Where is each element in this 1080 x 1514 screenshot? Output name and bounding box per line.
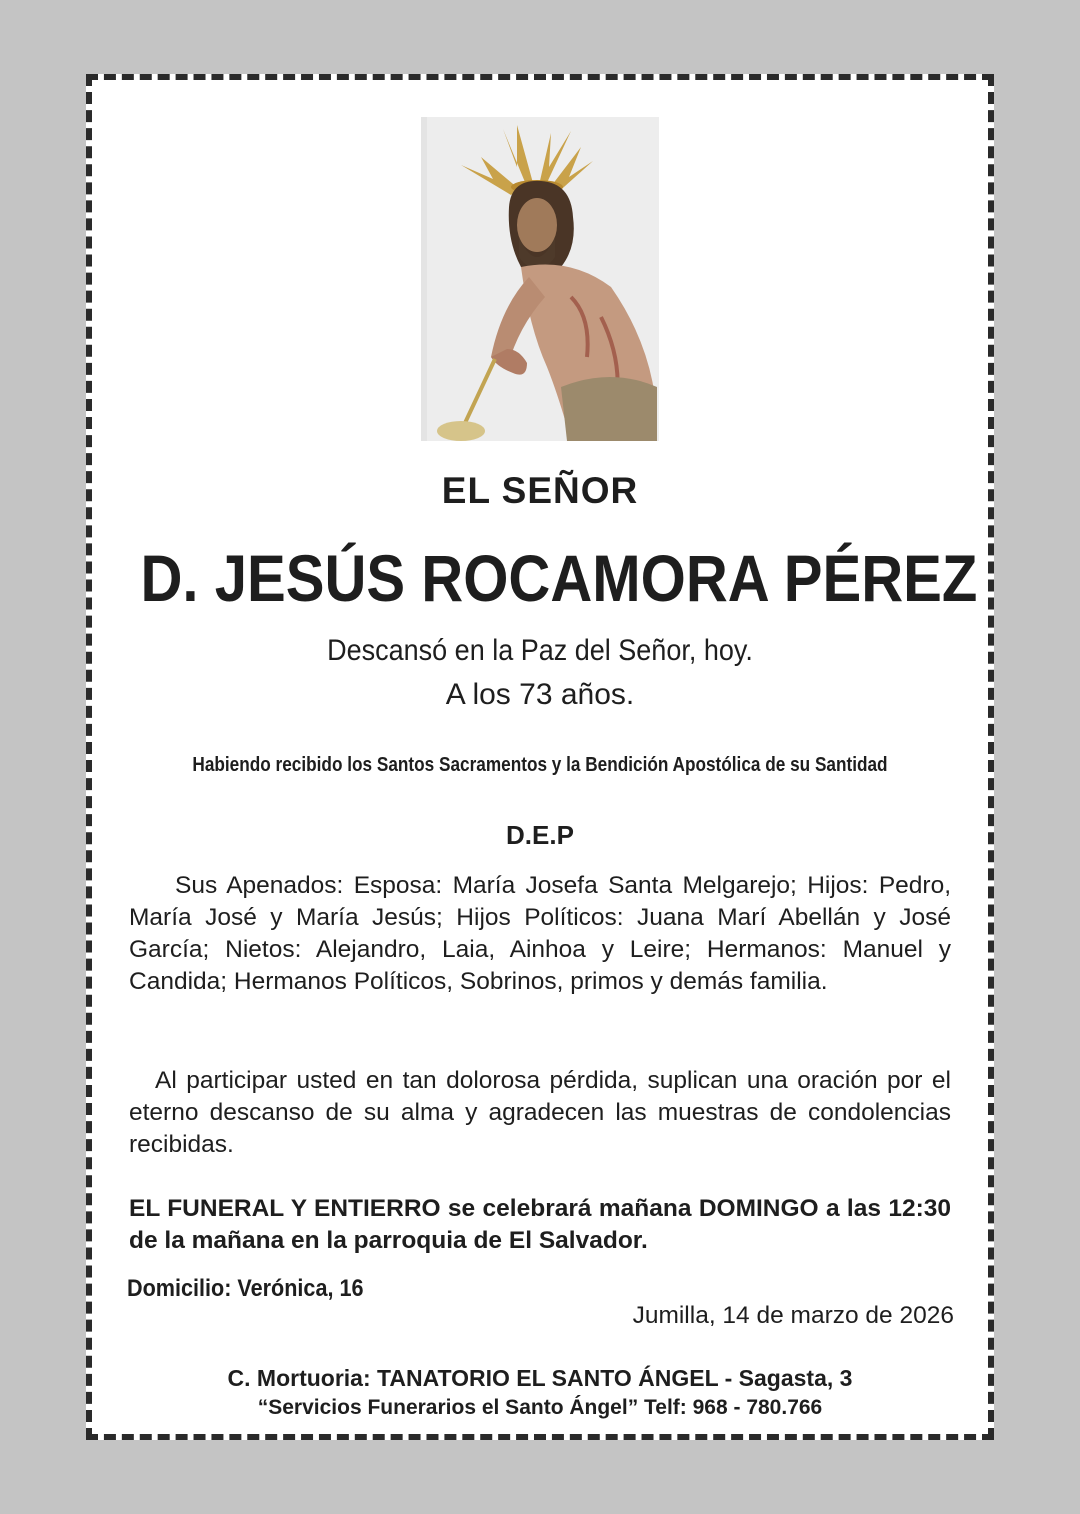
dep-line: D.E.P (506, 820, 574, 850)
pre-title: EL SEÑOR (441, 470, 639, 511)
deceased-name: D. JESÚS ROCAMORA PÉREZ (140, 541, 978, 615)
age-line: A los 73 años. (445, 678, 635, 711)
domicile-line: Domicilio: Verónica, 16 (127, 1275, 364, 1302)
religious-statue-image (421, 117, 659, 441)
mourners-paragraph: Sus Apenados: Esposa: María Josefa Santa Melgarejo; Hijos: Pedro, María José y María Jesús; Hijos Políticos: Juana Marí Abellán y José García; Nietos: Alejandro, Laia, Ainhoa y Leire; Hermanos: Manuel y Candida; Hermanos Políticos, Sobrinos, primos y demás familia. (129, 872, 951, 995)
mortuary-line: C. Mortuoria: TANATORIO EL SANTO ÁNGEL - Sagasta, 3 (227, 1365, 853, 1391)
place-date-line: Jumilla, 14 de marzo de 2026 (632, 1302, 954, 1329)
services-line: “Servicios Funerarios el Santo Ángel” Telf: 968 - 780.766 (257, 1396, 823, 1419)
funeral-paragraph: EL FUNERAL Y ENTIERRO se celebrará mañana DOMINGO a las 12:30 de la mañana en la parroquia de El Salvador. (129, 1195, 951, 1254)
prayer-paragraph: Al participar usted en tan dolorosa pérdida, suplican una oración por el eterno descanso de su alma y agradecen las muestras de condolencias recibidas. (129, 1067, 951, 1158)
sacraments-line: Habiendo recibido los Santos Sacramentos y la Bendición Apostólica de su Santidad (192, 754, 888, 776)
rest-in-peace-line: Descansó en la Paz del Señor, hoy. (327, 634, 753, 667)
